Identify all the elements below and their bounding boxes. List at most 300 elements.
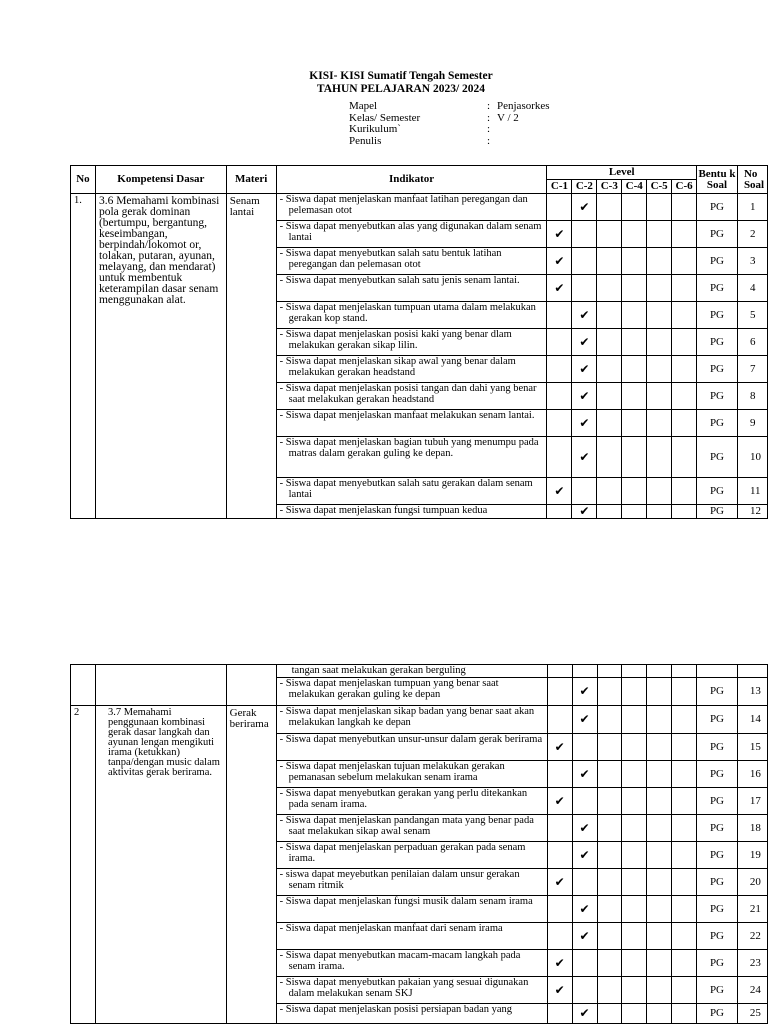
level-c4-cell xyxy=(622,194,647,221)
level-c5-cell xyxy=(647,869,672,896)
indicator-text: - Siswa dapat menyebutkan unsur-unsur dalam gerak berirama xyxy=(279,734,543,745)
document-title: KISI- KISI Sumatif Tengah Semester xyxy=(309,70,493,82)
col-header-c3: C-3 xyxy=(597,180,622,194)
meta-key: Mapel xyxy=(349,100,378,112)
level-c5-cell xyxy=(647,950,672,977)
level-c6-cell xyxy=(672,788,697,815)
indicator-text: - Siswa dapat menjelaskan tumpuan yang benar saat melakukan gerakan guling ke depan xyxy=(279,678,499,700)
level-c3-cell xyxy=(597,302,622,329)
level-c1-cell xyxy=(547,678,572,706)
indicator-text: - Siswa dapat menyebutkan salah satu jenis senam lantai. xyxy=(279,275,520,286)
level-c1-cell xyxy=(547,329,572,356)
indicator-cell xyxy=(276,665,547,678)
meta-colon: : xyxy=(487,123,491,135)
level-c5-cell xyxy=(647,302,672,329)
meta-colon: : xyxy=(487,100,491,112)
level-c4-cell xyxy=(622,275,647,302)
academic-year-title: TAHUN PELAJARAN 2023/ 2024 xyxy=(316,83,486,95)
level-c6-cell xyxy=(672,437,697,478)
level-c2-cell xyxy=(572,221,597,248)
nomor-soal-cell: 20 xyxy=(737,869,767,896)
document-header xyxy=(0,70,768,147)
row-number: 1. xyxy=(71,194,96,519)
nomor-soal-cell: 12 xyxy=(737,505,767,519)
level-c5-cell xyxy=(647,437,672,478)
level-c4-cell xyxy=(622,302,647,329)
level-c5-cell xyxy=(647,221,672,248)
level-c3-cell xyxy=(597,437,622,478)
materi-text: Senam lantai xyxy=(226,194,276,519)
level-c5-cell xyxy=(647,977,672,1004)
level-c1-cell xyxy=(547,706,572,734)
nomor-soal-cell xyxy=(737,665,767,678)
level-c2-cell xyxy=(572,788,597,815)
level-c6-cell xyxy=(672,842,697,869)
bentuk-soal-cell: PG xyxy=(697,437,738,478)
level-c4-cell xyxy=(622,478,647,505)
bentuk-soal-cell: PG xyxy=(697,815,738,842)
indicator-text: - Siswa dapat menjelaskan posisi kaki yang benar dlam melakukan gerakan sikap lilin. xyxy=(279,329,512,351)
indicator-text: - Siswa dapat menjelaskan fungsi musik dalam senam irama xyxy=(279,896,533,907)
meta-info xyxy=(349,101,550,147)
indicator-text: tangan saat melakukan gerakan berguling xyxy=(291,665,466,676)
row-number-empty xyxy=(71,665,96,706)
col-header-kd: Kompetensi Dasar xyxy=(95,166,226,194)
nomor-soal-cell: 16 xyxy=(737,761,767,788)
level-c2-cell xyxy=(572,706,597,734)
level-c6-cell xyxy=(672,706,697,734)
kompetensi-dasar-text: 3.6 Memahami kombinasi pola gerak dominan (bertumpu, bergantung, keseimbangan, berpindah/lokomot or, tolakan, putaran, ayunan, melayang, dan mendarat) untuk membentuk keterampilan dasar senam menggunakan alat. xyxy=(95,194,226,519)
indicator-cell xyxy=(276,505,547,519)
level-c1-cell xyxy=(547,248,572,275)
level-c1-cell xyxy=(547,194,572,221)
col-header-c1: C-1 xyxy=(547,180,572,194)
level-c5-cell xyxy=(647,842,672,869)
table-row xyxy=(71,706,768,734)
level-c4-cell xyxy=(622,896,647,923)
level-c2-cell xyxy=(572,678,597,706)
bentuk-soal-cell: PG xyxy=(697,761,738,788)
level-c3-cell xyxy=(597,815,622,842)
level-c5-cell xyxy=(647,248,672,275)
bentuk-soal-cell: PG xyxy=(697,977,738,1004)
level-c1-cell xyxy=(547,734,572,761)
level-c2-cell xyxy=(572,437,597,478)
check-icon: ✔ xyxy=(554,874,565,889)
bentuk-soal-cell: PG xyxy=(697,788,738,815)
indicator-cell xyxy=(276,842,547,869)
level-c3-cell xyxy=(597,410,622,437)
level-c5-cell xyxy=(647,505,672,519)
level-c6-cell xyxy=(672,302,697,329)
level-c2-cell xyxy=(572,410,597,437)
level-c2-cell xyxy=(572,356,597,383)
indicator-cell xyxy=(276,923,547,950)
level-c1-cell xyxy=(547,665,572,678)
level-c2-cell xyxy=(572,194,597,221)
meta-row-kurikulum xyxy=(349,124,550,136)
col-header-indikator: Indikator xyxy=(276,166,547,194)
indicator-text: - Siswa dapat menjelaskan posisi persiapan badan yang xyxy=(279,1004,513,1015)
level-c6-cell xyxy=(672,356,697,383)
check-icon: ✔ xyxy=(554,982,565,997)
indicator-cell xyxy=(276,761,547,788)
indicator-text: - Siswa dapat menjelaskan manfaat dari senam irama xyxy=(279,923,503,934)
level-c2-cell xyxy=(572,761,597,788)
indicator-cell xyxy=(276,437,547,478)
nomor-soal-cell: 15 xyxy=(737,734,767,761)
level-c5-cell xyxy=(647,194,672,221)
nomor-soal-cell: 18 xyxy=(737,815,767,842)
meta-colon: : xyxy=(487,111,491,124)
bentuk-soal-cell: PG xyxy=(697,329,738,356)
materi-text: Gerak berirama xyxy=(226,706,276,1024)
meta-value: Penjasorkes xyxy=(497,100,550,112)
bentuk-soal-cell: PG xyxy=(697,478,738,505)
check-icon: ✔ xyxy=(579,684,590,699)
level-c1-cell xyxy=(547,302,572,329)
level-c4-cell xyxy=(622,410,647,437)
meta-value: V / 2 xyxy=(497,111,519,124)
level-c4-cell xyxy=(622,815,647,842)
level-c1-cell xyxy=(547,383,572,410)
level-c4-cell xyxy=(622,734,647,761)
indicator-text: - Siswa dapat menjelaskan sikap awal yang benar dalam melakukan gerakan headstand xyxy=(279,356,516,378)
indicator-cell xyxy=(276,478,547,505)
level-c2-cell xyxy=(572,302,597,329)
level-c2-cell xyxy=(572,1004,597,1024)
level-c2-cell xyxy=(572,977,597,1004)
bentuk-soal-cell: PG xyxy=(697,356,738,383)
indicator-text: - Siswa dapat menyebutkan pakaian yang sesuai digunakan dalam melakukan senam SKJ xyxy=(279,977,529,999)
level-c5-cell xyxy=(647,788,672,815)
level-c3-cell xyxy=(597,248,622,275)
level-c4-cell xyxy=(622,788,647,815)
level-c6-cell xyxy=(672,665,697,678)
nomor-soal-cell: 11 xyxy=(737,478,767,505)
meta-key: Kurikulum` xyxy=(349,123,401,135)
indicator-cell xyxy=(276,1004,547,1024)
bentuk-soal-cell: PG xyxy=(697,410,738,437)
check-icon: ✔ xyxy=(579,307,590,322)
indicator-cell xyxy=(276,356,547,383)
check-icon: ✔ xyxy=(579,901,590,916)
level-c5-cell xyxy=(647,923,672,950)
level-c3-cell xyxy=(597,977,622,1004)
bentuk-soal-cell: PG xyxy=(697,221,738,248)
col-header-no-soal: No Soal xyxy=(737,166,767,194)
col-header-c6: C-6 xyxy=(672,180,697,194)
col-header-c4: C-4 xyxy=(622,180,647,194)
level-c1-cell xyxy=(547,977,572,1004)
level-c6-cell xyxy=(672,678,697,706)
nomor-soal-cell: 23 xyxy=(737,950,767,977)
indicator-cell xyxy=(276,410,547,437)
level-c3-cell xyxy=(597,761,622,788)
check-icon: ✔ xyxy=(579,928,590,943)
meta-colon: : xyxy=(487,134,491,147)
check-icon: ✔ xyxy=(554,253,565,268)
level-c2-cell xyxy=(572,896,597,923)
level-c2-cell xyxy=(572,665,597,678)
level-c3-cell xyxy=(597,788,622,815)
nomor-soal-cell: 13 xyxy=(737,678,767,706)
level-c4-cell xyxy=(622,869,647,896)
indicator-cell xyxy=(276,248,547,275)
level-c2-cell xyxy=(572,842,597,869)
level-c5-cell xyxy=(647,478,672,505)
level-c6-cell xyxy=(672,761,697,788)
level-c4-cell xyxy=(622,437,647,478)
nomor-soal-cell: 7 xyxy=(737,356,767,383)
kompetensi-dasar-text: 3.7 Memahami penggunaan kombinasi gerak dasar langkah dan ayunan lengan mengikuti irama (ketukkan) tanpa/dengan music dalam aktivitas gerak berirama. xyxy=(95,706,226,1024)
nomor-soal-cell: 21 xyxy=(737,896,767,923)
level-c1-cell xyxy=(547,788,572,815)
check-icon: ✔ xyxy=(554,955,565,970)
indicator-text: - Siswa dapat menjelaskan pandangan mata yang benar pada saat melakukan sikap awal senam xyxy=(279,815,534,837)
check-icon: ✔ xyxy=(554,793,565,808)
meta-row-mapel xyxy=(349,101,550,113)
level-c6-cell xyxy=(672,734,697,761)
level-c1-cell xyxy=(547,356,572,383)
indicator-cell xyxy=(276,706,547,734)
nomor-soal-cell: 2 xyxy=(737,221,767,248)
indicator-cell xyxy=(276,302,547,329)
level-c4-cell xyxy=(622,761,647,788)
bentuk-soal-cell: PG xyxy=(697,302,738,329)
bentuk-soal-cell: PG xyxy=(697,678,738,706)
level-c3-cell xyxy=(597,842,622,869)
level-c2-cell xyxy=(572,734,597,761)
level-c5-cell xyxy=(647,896,672,923)
level-c6-cell xyxy=(672,194,697,221)
level-c1-cell xyxy=(547,869,572,896)
level-c5-cell xyxy=(647,815,672,842)
level-c6-cell xyxy=(672,923,697,950)
level-c1-cell xyxy=(547,478,572,505)
level-c3-cell xyxy=(597,678,622,706)
level-c2-cell xyxy=(572,478,597,505)
row-number: 2 xyxy=(71,706,96,1024)
bentuk-soal-cell: PG xyxy=(697,923,738,950)
col-header-level: Level xyxy=(547,166,697,180)
table-row xyxy=(71,194,768,221)
level-c3-cell xyxy=(597,896,622,923)
indicator-text: - Siswa dapat menjelaskan sikap badan yang benar saat akan melakukan langkah ke depan xyxy=(279,706,535,728)
level-c3-cell xyxy=(597,1004,622,1024)
level-c4-cell xyxy=(622,221,647,248)
check-icon: ✔ xyxy=(579,199,590,214)
indicator-text: - Siswa dapat menyebutkan gerakan yang perlu ditekankan pada senam irama. xyxy=(279,788,528,810)
level-c1-cell xyxy=(547,275,572,302)
level-c4-cell xyxy=(622,950,647,977)
indicator-text: - Siswa dapat menyebutkan alas yang digunakan dalam senam lantai xyxy=(279,221,542,243)
level-c5-cell xyxy=(647,678,672,706)
level-c3-cell xyxy=(597,329,622,356)
level-c1-cell xyxy=(547,410,572,437)
nomor-soal-cell: 1 xyxy=(737,194,767,221)
indicator-cell xyxy=(276,194,547,221)
indicator-cell xyxy=(276,815,547,842)
indicator-text: - Siswa dapat menjelaskan perpaduan gerakan pada senam irama. xyxy=(279,842,526,864)
table1-body xyxy=(71,194,768,519)
col-header-c5: C-5 xyxy=(647,180,672,194)
level-c2-cell xyxy=(572,923,597,950)
indicator-text: - Siswa dapat menjelaskan tujuan melakukan gerakan pemanasan sebelum melakukan senam irama xyxy=(279,761,505,783)
level-c6-cell xyxy=(672,410,697,437)
indicator-cell xyxy=(276,383,547,410)
check-icon: ✔ xyxy=(579,334,590,349)
indicator-text: - Siswa dapat menyebutkan salah satu bentuk latihan peregangan dan pelemasan otot xyxy=(279,248,502,270)
level-c4-cell xyxy=(622,678,647,706)
level-c6-cell xyxy=(672,815,697,842)
nomor-soal-cell: 25 xyxy=(737,1004,767,1024)
level-c5-cell xyxy=(647,761,672,788)
check-icon: ✔ xyxy=(579,388,590,403)
bentuk-soal-cell: PG xyxy=(697,869,738,896)
level-c2-cell xyxy=(572,815,597,842)
check-icon: ✔ xyxy=(579,449,590,464)
level-c3-cell xyxy=(597,221,622,248)
check-icon: ✔ xyxy=(554,280,565,295)
level-c4-cell xyxy=(622,842,647,869)
indicator-cell xyxy=(276,275,547,302)
check-icon: ✔ xyxy=(579,712,590,727)
level-c5-cell xyxy=(647,356,672,383)
check-icon: ✔ xyxy=(554,226,565,241)
nomor-soal-cell: 6 xyxy=(737,329,767,356)
level-c2-cell xyxy=(572,275,597,302)
kisi-table-page2 xyxy=(70,664,768,1024)
level-c4-cell xyxy=(622,356,647,383)
bentuk-soal-cell: PG xyxy=(697,248,738,275)
level-c6-cell xyxy=(672,478,697,505)
level-c3-cell xyxy=(597,950,622,977)
indicator-text: - Siswa dapat menjelaskan manfaat latihan peregangan dan pelemasan otot xyxy=(279,194,528,216)
kompetensi-dasar-empty xyxy=(95,665,226,706)
meta-row-penulis xyxy=(349,136,550,148)
check-icon: ✔ xyxy=(579,415,590,430)
indicator-cell xyxy=(276,734,547,761)
nomor-soal-cell: 17 xyxy=(737,788,767,815)
level-c5-cell xyxy=(647,383,672,410)
level-c6-cell xyxy=(672,896,697,923)
level-c2-cell xyxy=(572,329,597,356)
col-header-bentuk-soal: Bentu k Soal xyxy=(697,166,738,194)
check-icon: ✔ xyxy=(579,847,590,862)
level-c6-cell xyxy=(672,221,697,248)
level-c1-cell xyxy=(547,221,572,248)
level-c5-cell xyxy=(647,665,672,678)
level-c4-cell xyxy=(622,248,647,275)
bentuk-soal-cell: PG xyxy=(697,505,738,519)
level-c4-cell xyxy=(622,977,647,1004)
level-c3-cell xyxy=(597,869,622,896)
col-header-materi: Materi xyxy=(226,166,276,194)
bentuk-soal-cell: PG xyxy=(697,194,738,221)
bentuk-soal-cell: PG xyxy=(697,706,738,734)
indicator-text: - Siswa dapat menjelaskan tumpuan utama dalam melakukan gerakan kop stand. xyxy=(279,302,536,324)
level-c3-cell xyxy=(597,734,622,761)
level-c3-cell xyxy=(597,923,622,950)
indicator-cell xyxy=(276,678,547,706)
level-c2-cell xyxy=(572,869,597,896)
col-header-c2: C-2 xyxy=(572,180,597,194)
level-c1-cell xyxy=(547,1004,572,1024)
level-c3-cell xyxy=(597,194,622,221)
nomor-soal-cell: 22 xyxy=(737,923,767,950)
level-c6-cell xyxy=(672,329,697,356)
level-c1-cell xyxy=(547,815,572,842)
level-c4-cell xyxy=(622,706,647,734)
bentuk-soal-cell: PG xyxy=(697,734,738,761)
indicator-text: - siswa dapat meyebutkan penilaian dalam unsur gerakan senam ritmik xyxy=(279,869,520,891)
level-c1-cell xyxy=(547,896,572,923)
level-c6-cell xyxy=(672,275,697,302)
indicator-cell xyxy=(276,896,547,923)
indicator-text: - Siswa dapat menjelaskan bagian tubuh yang menumpu pada matras dalam gerakan guling ke depan. xyxy=(279,437,539,459)
level-c1-cell xyxy=(547,842,572,869)
nomor-soal-cell: 24 xyxy=(737,977,767,1004)
level-c2-cell xyxy=(572,383,597,410)
bentuk-soal-cell xyxy=(697,665,738,678)
check-icon: ✔ xyxy=(579,766,590,781)
check-icon: ✔ xyxy=(554,483,565,498)
table-row-continuation xyxy=(71,665,768,678)
level-c2-cell xyxy=(572,248,597,275)
level-c4-cell xyxy=(622,1004,647,1024)
bentuk-soal-cell: PG xyxy=(697,275,738,302)
level-c4-cell xyxy=(622,329,647,356)
level-c3-cell xyxy=(597,383,622,410)
indicator-cell xyxy=(276,329,547,356)
level-c2-cell xyxy=(572,505,597,519)
level-c6-cell xyxy=(672,1004,697,1024)
nomor-soal-cell: 3 xyxy=(737,248,767,275)
indicator-cell xyxy=(276,869,547,896)
level-c4-cell xyxy=(622,505,647,519)
indicator-cell xyxy=(276,221,547,248)
nomor-soal-cell: 4 xyxy=(737,275,767,302)
level-c6-cell xyxy=(672,950,697,977)
level-c3-cell xyxy=(597,706,622,734)
level-c6-cell xyxy=(672,505,697,519)
check-icon: ✔ xyxy=(554,739,565,754)
bentuk-soal-cell: PG xyxy=(697,950,738,977)
materi-empty xyxy=(226,665,276,706)
meta-key: Kelas/ Semester xyxy=(349,111,421,124)
level-c5-cell xyxy=(647,275,672,302)
level-c4-cell xyxy=(622,923,647,950)
nomor-soal-cell: 9 xyxy=(737,410,767,437)
level-c5-cell xyxy=(647,734,672,761)
level-c6-cell xyxy=(672,869,697,896)
indicator-text: - Siswa dapat menjelaskan posisi tangan dan dahi yang benar saat melakukan gerakan headstand xyxy=(279,383,537,405)
nomor-soal-cell: 19 xyxy=(737,842,767,869)
level-c4-cell xyxy=(622,383,647,410)
check-icon: ✔ xyxy=(579,504,590,519)
indicator-text: - Siswa dapat menjelaskan fungsi tumpuan kedua xyxy=(279,505,488,516)
bentuk-soal-cell: PG xyxy=(697,1004,738,1024)
level-c5-cell xyxy=(647,329,672,356)
level-c3-cell xyxy=(597,665,622,678)
level-c1-cell xyxy=(547,950,572,977)
indicator-cell xyxy=(276,788,547,815)
kisi-table-page1 xyxy=(70,165,768,519)
level-c5-cell xyxy=(647,706,672,734)
level-c5-cell xyxy=(647,1004,672,1024)
indicator-text: - Siswa dapat menjelaskan manfaat melakukan senam lantai. xyxy=(279,410,535,421)
